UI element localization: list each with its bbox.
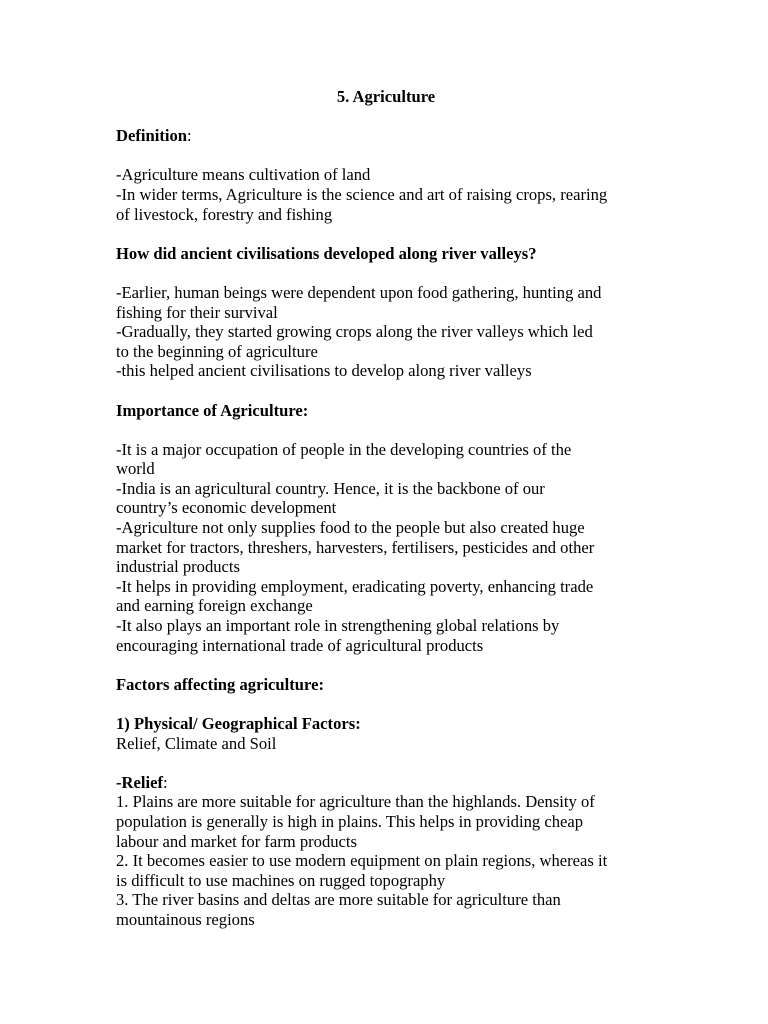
text-line: -It is a major occupation of people in the developing countries of the — [116, 439, 572, 459]
text-line: -this helped ancient civilisations to develop along river valleys — [116, 361, 532, 381]
text-line: is difficult to use machines on rugged topography — [116, 870, 446, 890]
text-line: -Earlier, human beings were dependent upon food gathering, hunting and — [116, 282, 602, 302]
definition-heading: Definition — [116, 126, 187, 146]
relief-body — [116, 792, 656, 929]
river-valleys-heading: How did ancient civilisations developed along river valleys? — [116, 243, 537, 263]
definition-colon: : — [187, 126, 192, 146]
text-line: 3. The river basins and deltas are more suitable for agriculture than — [116, 890, 561, 910]
text-line: market for tractors, threshers, harvesters, fertilisers, pesticides and other — [116, 537, 595, 557]
text-line: encouraging international trade of agricultural products — [116, 635, 484, 655]
text-line: -Agriculture means cultivation of land — [116, 165, 371, 185]
definition-body — [116, 165, 656, 224]
text-line: mountainous regions — [116, 909, 255, 929]
text-line: of livestock, forestry and fishing — [116, 204, 333, 224]
document-page — [116, 87, 656, 930]
text-line: 1. Plains are more suitable for agriculture than the highlands. Density of — [116, 792, 595, 812]
text-line: -India is an agricultural country. Hence, it is the backbone of our — [116, 478, 545, 498]
relief-heading: -Relief — [116, 772, 163, 792]
importance-heading: Importance of Agriculture: — [116, 400, 309, 420]
text-line: -Agriculture not only supplies food to the people but also created huge — [116, 518, 585, 538]
text-line: industrial products — [116, 557, 240, 577]
relief-heading-line — [116, 773, 656, 793]
river-valleys-body — [116, 283, 656, 381]
text-line: and earning foreign exchange — [116, 596, 313, 616]
page-title: 5. Agriculture — [336, 87, 436, 106]
relief-colon: : — [163, 772, 168, 792]
text-line: country’s economic development — [116, 498, 337, 518]
factors-heading: Factors affecting agriculture: — [116, 674, 324, 694]
text-line: population is generally is high in plains. This helps in providing cheap — [116, 811, 584, 831]
text-line: to the beginning of agriculture — [116, 341, 318, 361]
text-line: 2. It becomes easier to use modern equipment on plain regions, whereas it — [116, 851, 608, 871]
text-line: -It helps in providing employment, eradicating poverty, enhancing trade — [116, 576, 594, 596]
importance-body — [116, 440, 656, 656]
physical-factors-subline: Relief, Climate and Soil — [116, 733, 277, 753]
text-line: -Gradually, they started growing crops along the river valleys which led — [116, 322, 593, 342]
definition-heading-line — [116, 126, 656, 146]
text-line: -In wider terms, Agriculture is the science and art of raising crops, rearing — [116, 184, 608, 204]
text-line: labour and market for farm products — [116, 831, 357, 851]
physical-factors-heading: 1) Physical/ Geographical Factors: — [116, 714, 361, 733]
text-line: -It also plays an important role in strengthening global relations by — [116, 616, 560, 636]
text-line: world — [116, 459, 155, 479]
text-line: fishing for their survival — [116, 302, 278, 322]
